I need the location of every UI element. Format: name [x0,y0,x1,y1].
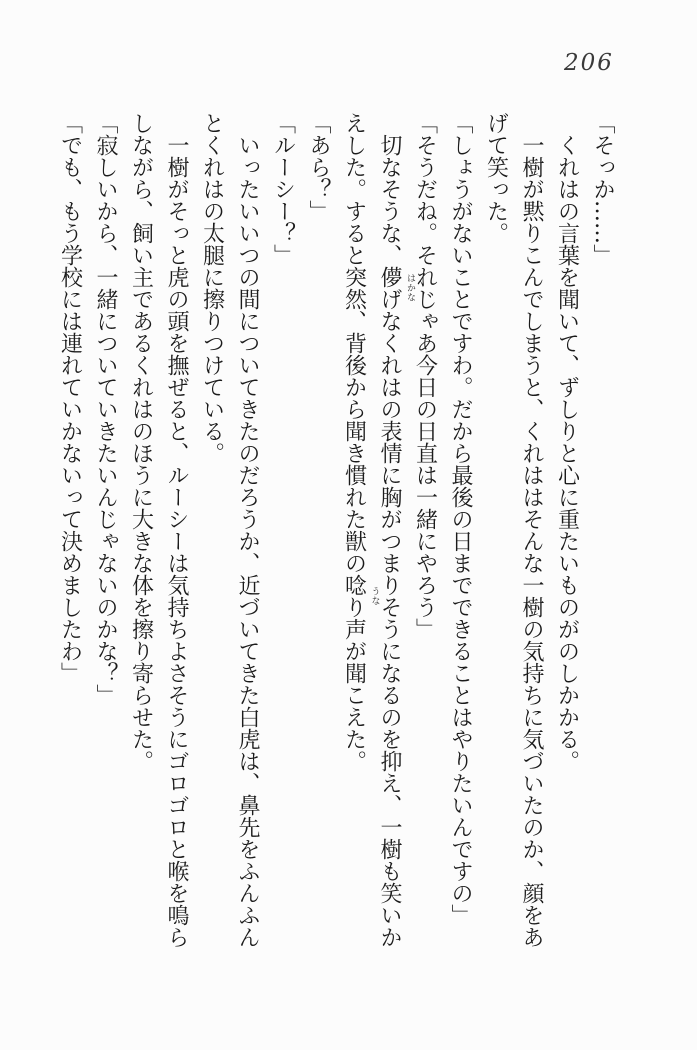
paragraph: 「寂しいから、一緒についていきたいんじゃないのかな？」 [93,112,118,706]
page-text [50,112,620,957]
page-number: 206 [564,50,614,76]
paragraph: 「そうだね。それじゃあ今日の日直は一緒にやろう」 [412,112,438,640]
paragraph: 「でも、もう学校には連れていかないって決めましたわ」 [57,112,83,684]
ruby-annotation: はかな [405,273,415,303]
paragraph: 一樹が黙りこんでしまうと、くれははそんな一樹の気持ちに気づいたのか、顔をあげて笑った。 [483,112,544,948]
ruby-annotation: うな [369,586,380,606]
ruby-base: 唸 うな [342,574,367,596]
paragraph: 「あら？」 [306,112,331,222]
paragraph: 「しょうがないことですわ。だから最後の日までできることはやりたいんですの」 [448,112,473,926]
paragraph: くれはの言葉を聞いて、ずしりと心に重たいものがのしかかる。 [554,134,580,772]
paragraph: いったいいつの間についてきたのだろうか、近づいてきた白虎は、鼻先をふんふんとくれはの太腿に擦りつけている。 [199,112,260,948]
ruby-base: 儚 はかな [377,266,402,288]
paragraph: 一樹がそっと虎の頭を撫ぜると、ルーシーは気持ちよさそうにゴロゴロと喉を鳴らしながら、飼い主であるくれはのほうに大きな体を擦り寄らせた。 [128,112,189,948]
paragraph: 「そっか……」 [590,112,615,266]
paragraph: 切なそうな、儚 はかな げなくれはの表情に胸がつまりそうになるのを抑え、一樹も笑いかえした。すると突然、背後から聞き慣れた獣の唸 うな り声が聞こえた。 [341,112,415,948]
paragraph: 「ルーシー？」 [270,112,296,266]
